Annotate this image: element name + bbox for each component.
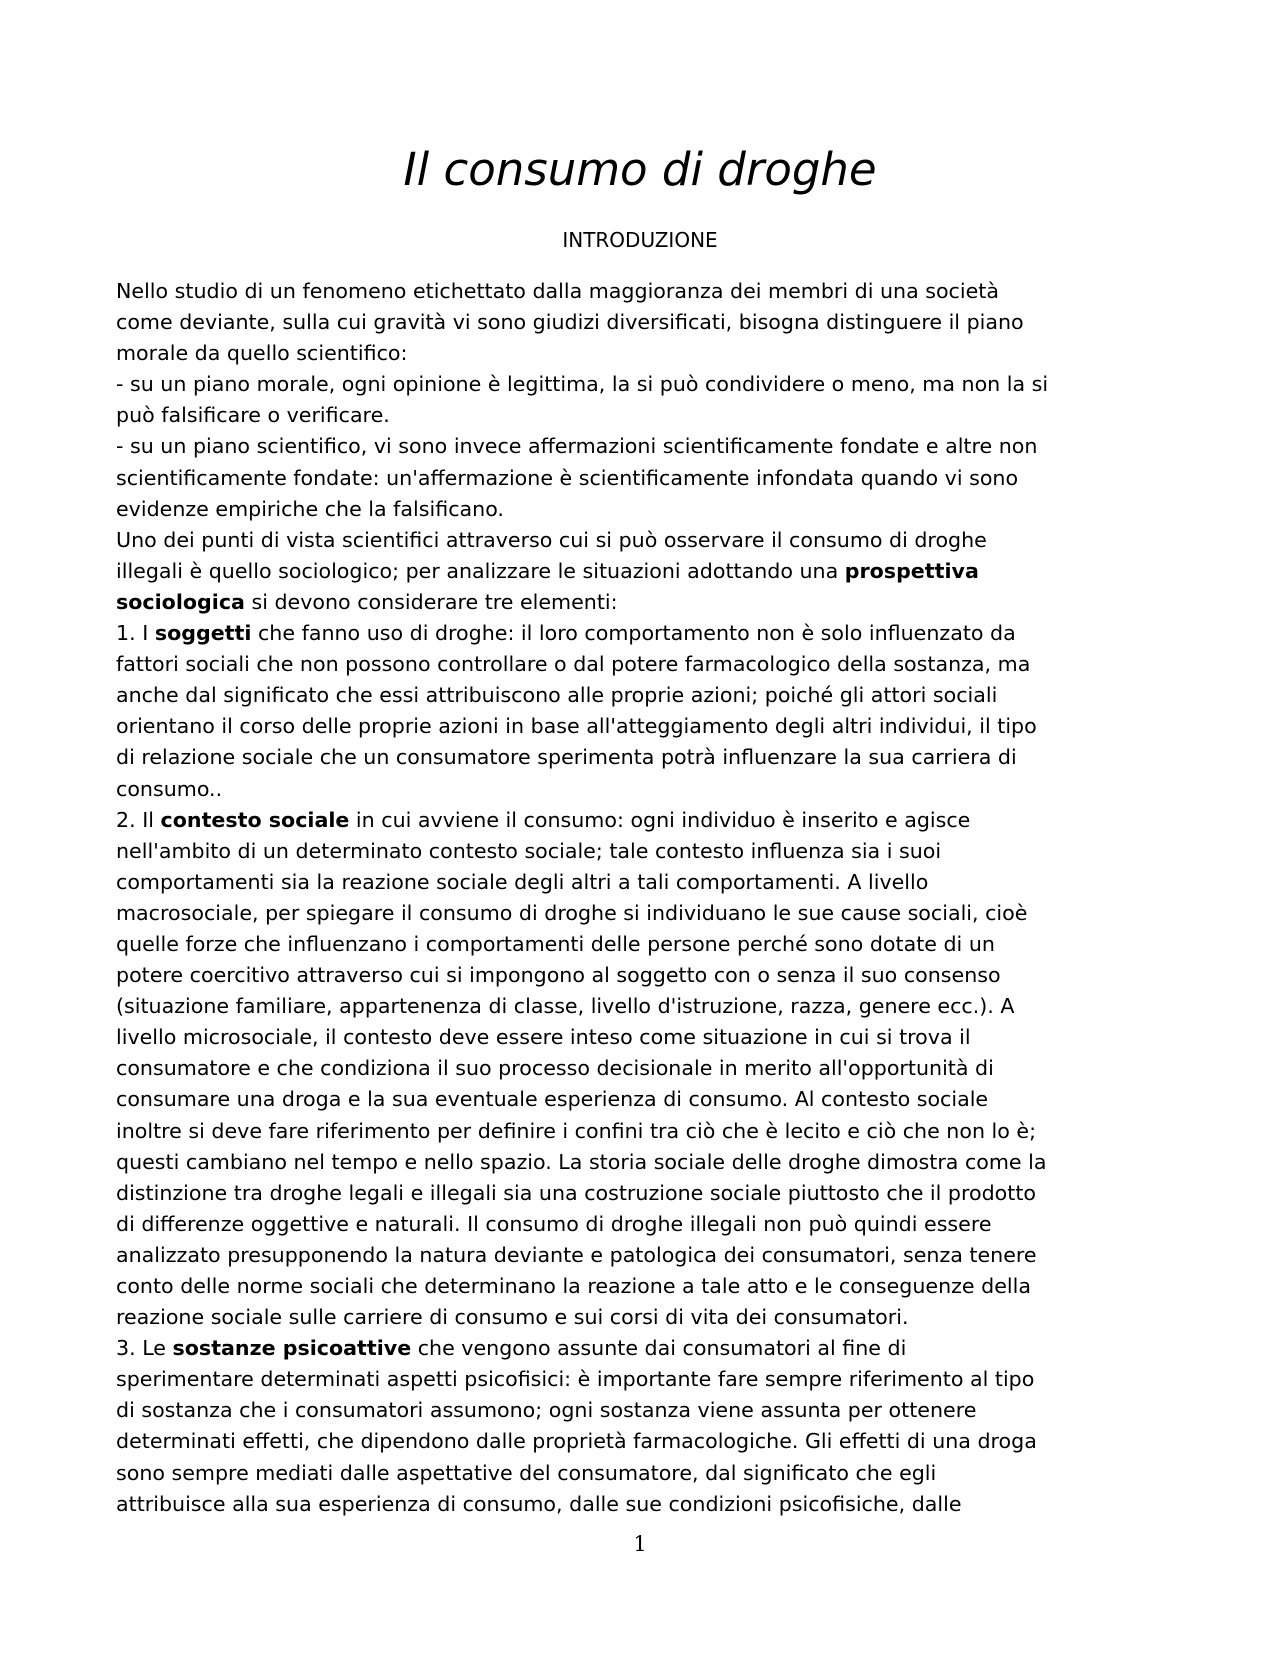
text-segment: illegali è quello sociologico; per analizzare le situazioni adottando una <box>116 558 845 583</box>
section-heading: INTRODUZIONE <box>562 228 718 252</box>
text-segment: può falsificare o verificare. <box>116 403 390 428</box>
text-segment: inoltre si deve fare riferimento per definire i confini tra ciò che è lecito e ciò che non lo è; <box>116 1118 1037 1143</box>
text-segment: che fanno uso di droghe: il loro comportamento non è solo influenzato da <box>251 621 1016 646</box>
text-line <box>116 369 1176 400</box>
text-line <box>116 1147 1176 1178</box>
text-segment: sperimentare determinati aspetti psicofisici: è importante fare sempre riferimento al tipo <box>116 1367 1035 1392</box>
text-line <box>116 898 1176 929</box>
text-segment: potere coercitivo attraverso cui si impongono al soggetto con o senza il suo consenso <box>116 963 1001 988</box>
text-line <box>116 742 1176 773</box>
text-line <box>116 774 1176 805</box>
text-line <box>116 338 1176 369</box>
text-segment: come deviante, sulla cui gravità vi sono giudizi diversificati, bisogna distinguere il piano <box>116 310 1024 335</box>
text-segment: comportamenti sia la reazione sociale degli altri a tali comportamenti. A livello <box>116 869 929 894</box>
bold-term: prospettiva <box>844 558 979 583</box>
document-title: Il consumo di droghe <box>403 143 877 196</box>
text-segment: attribuisce alla sua esperienza di consumo, dalle sue condizioni psicofisiche, dalle <box>116 1491 962 1516</box>
text-line <box>116 494 1176 525</box>
text-segment: che vengono assunte dai consumatori al fine di <box>411 1336 907 1361</box>
text-line <box>116 1240 1176 1271</box>
text-line <box>116 1458 1176 1489</box>
text-line <box>116 276 1176 307</box>
text-line <box>116 960 1176 991</box>
text-segment: determinati effetti, che dipendono dalle proprietà farmacologiche. Gli effetti di una droga <box>116 1429 1037 1454</box>
text-segment: 2. Il <box>116 807 161 832</box>
text-line <box>116 400 1176 431</box>
text-segment: morale da quello scientifico: <box>116 341 408 366</box>
text-segment: Uno dei punti di vista scientifici attraverso cui si può osservare il consumo di droghe <box>116 527 987 552</box>
text-segment: nell'ambito di un determinato contesto sociale; tale contesto influenza sia i suoi <box>116 838 942 863</box>
text-line <box>116 836 1176 867</box>
text-segment: analizzato presupponendo la natura deviante e patologica dei consumatori, senza tenere <box>116 1242 1037 1267</box>
text-segment: di sostanza che i consumatori assumono; ogni sostanza viene assunta per ottenere <box>116 1398 977 1423</box>
text-line <box>116 556 1176 587</box>
text-segment: macrosociale, per spiegare il consumo di droghe si individuano le sue cause sociali, cioè <box>116 900 1028 925</box>
text-line <box>116 1426 1176 1457</box>
text-segment: - su un piano morale, ogni opinione è legittima, la si può condividere o meno, ma non la si <box>116 372 1049 397</box>
text-line <box>116 463 1176 494</box>
text-segment: evidenze empiriche che la falsificano. <box>116 496 504 521</box>
text-line <box>116 991 1176 1022</box>
bold-term: sostanze psicoattive <box>172 1336 412 1361</box>
text-line <box>116 711 1176 742</box>
text-line <box>116 431 1176 462</box>
text-line <box>116 649 1176 680</box>
text-line <box>116 1395 1176 1426</box>
text-line <box>116 1302 1176 1333</box>
text-segment: fattori sociali che non possono controllare o dal potere farmacologico della sostanza, ma <box>116 652 1031 677</box>
text-line <box>116 1084 1176 1115</box>
text-line <box>116 307 1176 338</box>
text-segment: livello microsociale, il contesto deve essere inteso come situazione in cui si trova il <box>116 1025 971 1050</box>
text-line <box>116 680 1176 711</box>
text-line <box>116 1022 1176 1053</box>
text-segment: questi cambiano nel tempo e nello spazio. La storia sociale delle droghe dimostra come la <box>116 1149 1047 1174</box>
text-segment: (situazione familiare, appartenenza di classe, livello d'istruzione, razza, genere ecc.). A <box>116 994 1015 1019</box>
text-segment: di differenze oggettive e naturali. Il consumo di droghe illegali non può quindi essere <box>116 1211 992 1236</box>
text-line <box>116 1178 1176 1209</box>
text-segment: 3. Le <box>116 1336 173 1361</box>
text-segment: sono sempre mediati dalle aspettative del consumatore, dal significato che egli <box>116 1460 937 1485</box>
text-segment: in cui avviene il consumo: ogni individuo è inserito e agisce <box>349 807 971 832</box>
text-segment: - su un piano scientifico, vi sono invece affermazioni scientificamente fondate e altre non <box>116 434 1038 459</box>
bold-term: sociologica <box>116 589 245 614</box>
text-line <box>116 1271 1176 1302</box>
text-segment: anche dal significato che essi attribuiscono alle proprie azioni; poiché gli attori sociali <box>116 683 998 708</box>
text-line <box>116 1333 1176 1364</box>
text-segment: distinzione tra droghe legali e illegali sia una costruzione sociale piuttosto che il prodotto <box>116 1180 1037 1205</box>
text-line <box>116 867 1176 898</box>
text-line <box>116 1116 1176 1147</box>
text-segment: consumatore e che condiziona il suo processo decisionale in merito all'opportunità di <box>116 1056 994 1081</box>
text-line <box>116 1053 1176 1084</box>
text-segment: conto delle norme sociali che determinano la reazione a tale atto e le conseguenze della <box>116 1274 1031 1298</box>
body-text <box>116 276 1176 1520</box>
bold-term: contesto sociale <box>160 807 350 832</box>
bold-term: soggetti <box>154 621 252 646</box>
text-segment: reazione sociale sulle carriere di consumo e sui corsi di vita dei consumatori. <box>116 1305 909 1330</box>
text-segment: orientano il corso delle proprie azioni in base all'atteggiamento degli altri individui, il tipo <box>116 714 1037 739</box>
page-number: 1 <box>633 1532 647 1556</box>
text-line <box>116 1489 1176 1520</box>
text-line <box>116 587 1176 618</box>
text-line <box>116 805 1176 836</box>
text-segment: consumo.. <box>116 776 223 801</box>
text-segment: quelle forze che influenzano i comportamenti delle persone perché sono dotate di un <box>116 931 995 956</box>
text-segment: consumare una droga e la sua eventuale esperienza di consumo. Al contesto sociale <box>116 1087 989 1112</box>
text-segment: di relazione sociale che un consumatore sperimenta potrà influenzare la sua carriera di <box>116 745 1017 770</box>
text-line <box>116 525 1176 556</box>
text-segment: si devono considerare tre elementi: <box>244 589 618 614</box>
text-line <box>116 1364 1176 1395</box>
text-segment: 1. I <box>116 621 155 646</box>
text-line <box>116 1209 1176 1240</box>
text-line <box>116 929 1176 960</box>
text-segment: scientificamente fondate: un'affermazione è scientificamente infondata quando vi sono <box>116 465 1019 490</box>
text-segment: Nello studio di un fenomeno etichettato dalla maggioranza dei membri di una società <box>116 279 999 303</box>
text-line <box>116 618 1176 649</box>
